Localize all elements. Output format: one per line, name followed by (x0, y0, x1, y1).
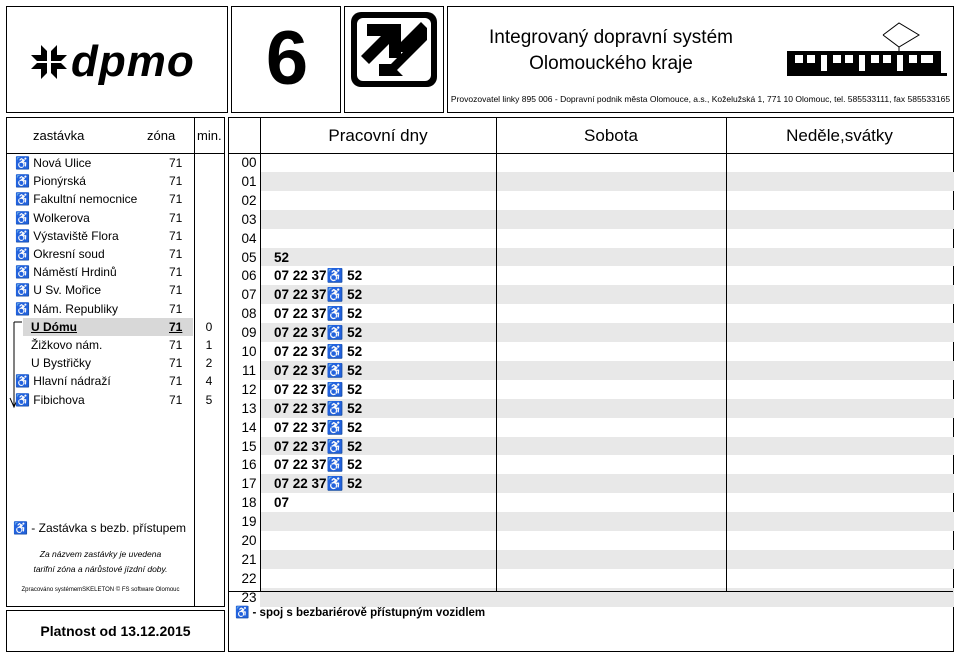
stop-travel-time: 1 (205, 338, 213, 352)
stop-row (7, 391, 224, 409)
dpmo-logo-mark (31, 45, 67, 79)
stop-zone: 71 (169, 156, 183, 170)
validity-date: Platnost od 13.12.2015 (40, 623, 191, 639)
zone-note-1: Za názvem zastávky je uvedena (39, 549, 162, 559)
row-stripe (260, 248, 954, 267)
tram-icon (781, 21, 949, 81)
hour-label: 18 (241, 495, 257, 511)
row-stripe (260, 399, 954, 418)
transfer-arrows-icon (351, 12, 437, 87)
wheelchair-icon: ♿ (15, 283, 34, 298)
stop-row (7, 209, 224, 227)
weekday-departures: 07 22 37♿ 52 (274, 287, 363, 303)
stop-name: ♿ Nám. Republiky (15, 301, 118, 316)
stop-row (7, 300, 224, 318)
hour-label: 15 (241, 438, 257, 454)
stop-name: ♿ U Sv. Mořice (15, 283, 102, 298)
operator-info: Provozovatel linky 895 006 - Dopravní podnik města Olomouce, a.s., Koželužská 1, 771 10 Olomouc, tel. 585533111, fax 585533165 (450, 94, 951, 104)
weekday-departures: 07 22 37♿ 52 (274, 457, 363, 473)
wheelchair-icon: ♿ (15, 156, 34, 170)
hour-label: 16 (241, 457, 257, 473)
hour-label: 07 (241, 287, 257, 303)
stop-row (7, 372, 224, 390)
stop-zone: 71 (169, 301, 183, 316)
stop-row (7, 245, 224, 263)
stop-row (7, 154, 224, 172)
stop-name: U Bystřičky (31, 356, 91, 371)
stop-zone: 71 (169, 265, 183, 280)
weekday-departures: 07 22 37♿ 52 (274, 306, 363, 322)
weekday-departures: 07 22 37♿ 52 (274, 438, 363, 454)
wheelchair-icon: ♿ (15, 210, 34, 225)
hour-label: 10 (241, 344, 257, 359)
title-line-1: Integrovaný dopravní systém (489, 27, 733, 48)
wheelchair-icon: ♿ (15, 374, 34, 389)
wheelchair-icon: ♿ (15, 247, 34, 261)
weekday-departures: 07 22 37♿ 52 (274, 268, 363, 284)
hour-label: 05 (241, 249, 257, 265)
hour-label: 14 (241, 419, 257, 435)
hour-label: 01 (241, 173, 257, 189)
row-stripe (260, 512, 954, 531)
hour-label: 22 (241, 570, 257, 586)
stop-name: ♿ Hlavní nádraží (15, 374, 111, 389)
row-stripe (260, 474, 954, 493)
weekday-departures: 07 22 37♿ 52 (274, 400, 363, 416)
operator-logo (6, 6, 228, 113)
stop-name: ♿ Nová Ulice (15, 156, 92, 170)
logo-text: dpmo (71, 37, 195, 86)
stop-row (7, 227, 224, 245)
hour-label: 00 (241, 155, 257, 170)
hour-label: 12 (241, 381, 257, 397)
stop-travel-time: 2 (205, 356, 213, 371)
title-line-2: Olomouckého kraje (529, 53, 693, 74)
hour-label: 23 (241, 589, 257, 605)
row-stripe (260, 361, 954, 380)
hour-label: 02 (241, 192, 257, 208)
wheelchair-icon: ♿ (15, 228, 34, 243)
col-header-sunday: Neděle,svátky (786, 126, 893, 145)
hour-label: 04 (241, 230, 257, 246)
stop-row (7, 354, 224, 372)
stop-zone: 71 (169, 192, 183, 207)
stop-name: ♿ Fibichova (15, 392, 85, 407)
hour-label: 03 (241, 211, 257, 227)
stop-zone: 71 (169, 283, 183, 298)
wheelchair-icon: ♿ (13, 521, 28, 535)
wheelchair-icon: ♿ (15, 301, 34, 316)
weekday-departures: 07 22 37♿ 52 (274, 381, 363, 397)
stop-zone: 71 (169, 319, 183, 334)
hour-label: 08 (241, 306, 257, 322)
stop-name: ♿ Náměstí Hrdinů (15, 265, 117, 280)
wheelchair-icon: ♿ (15, 265, 34, 280)
software-credit: Zpracováno systémemSKELETON © FS software Olomouc (21, 587, 180, 593)
stop-name: Žižkovo nám. (31, 338, 103, 352)
wheelchair-icon: ♿ (15, 392, 34, 407)
hour-label: 06 (241, 268, 257, 284)
line-number: 6 (265, 16, 307, 101)
stops-panel (6, 117, 225, 607)
hour-label: 21 (241, 551, 257, 567)
weekday-departures: 07 22 37♿ 52 (274, 325, 363, 341)
wheelchair-icon: ♿ (15, 192, 34, 207)
stop-zone: 71 (169, 392, 183, 407)
col-header-min: min. (197, 128, 222, 143)
legend-wheelchair-vehicle: ♿ - spoj s bezbariérově přístupným vozidlem (235, 607, 486, 619)
header-title-box (447, 6, 954, 113)
zone-note-2: tarifní zóna a nárůstové jízdní doby. (33, 564, 168, 574)
row-stripe (260, 437, 954, 456)
row-stripe (260, 550, 954, 569)
stop-row (7, 336, 224, 354)
col-header-stop: zastávka (33, 128, 85, 143)
weekday-departures: 07 22 37♿ 52 (274, 476, 363, 492)
weekday-departures: 52 (274, 249, 290, 265)
row-stripe (260, 172, 954, 191)
stop-zone: 71 (169, 338, 183, 352)
col-header-zone: zóna (147, 128, 176, 143)
stop-row (7, 281, 224, 299)
stop-zone: 71 (169, 374, 183, 389)
stop-zone: 71 (169, 247, 183, 261)
stop-zone: 71 (169, 228, 183, 243)
weekday-departures: 07 22 37♿ 52 (274, 419, 363, 435)
hour-label: 17 (241, 476, 257, 492)
row-stripe (260, 210, 954, 229)
stop-name: ♿ Wolkerova (15, 210, 90, 225)
col-header-saturday: Sobota (584, 126, 638, 145)
row-stripe (260, 323, 954, 342)
stop-travel-time: 5 (205, 392, 213, 407)
hour-label: 20 (241, 533, 257, 548)
col-header-weekday: Pracovní dny (328, 126, 428, 145)
wheelchair-icon: ♿ (15, 174, 34, 189)
stop-zone: 71 (169, 356, 183, 371)
stop-name: U Dómu (31, 319, 77, 334)
stop-row (7, 172, 224, 190)
stop-row (7, 318, 224, 336)
row-stripe (260, 285, 954, 304)
weekday-departures: 07 22 37♿ 52 (274, 344, 363, 359)
stop-row (7, 263, 224, 281)
hour-label: 09 (241, 325, 257, 341)
legend-wheelchair-stop: ♿ - Zastávka s bezb. přístupem (13, 521, 187, 535)
weekday-departures: 07 (274, 495, 290, 511)
stop-zone: 71 (169, 210, 183, 225)
transport-icon-box (344, 6, 444, 113)
hour-label: 19 (241, 514, 257, 530)
weekday-departures: 07 22 37♿ 52 (274, 362, 363, 378)
timetable (228, 117, 954, 652)
line-number-box (231, 6, 341, 113)
stop-name: ♿ Pionýrská (15, 174, 86, 189)
wheelchair-icon: ♿ (235, 607, 250, 619)
hour-label: 13 (241, 400, 257, 416)
stop-travel-time: 0 (205, 319, 213, 334)
stop-name: ♿ Fakultní nemocnice (15, 192, 138, 207)
stop-row (7, 190, 224, 208)
stop-zone: 71 (169, 174, 183, 189)
hour-label: 11 (241, 362, 256, 378)
validity-box (6, 610, 225, 652)
stop-name: ♿ Výstaviště Flora (15, 228, 119, 243)
stop-travel-time: 4 (205, 374, 213, 389)
stop-name: ♿ Okresní soud (15, 247, 105, 261)
